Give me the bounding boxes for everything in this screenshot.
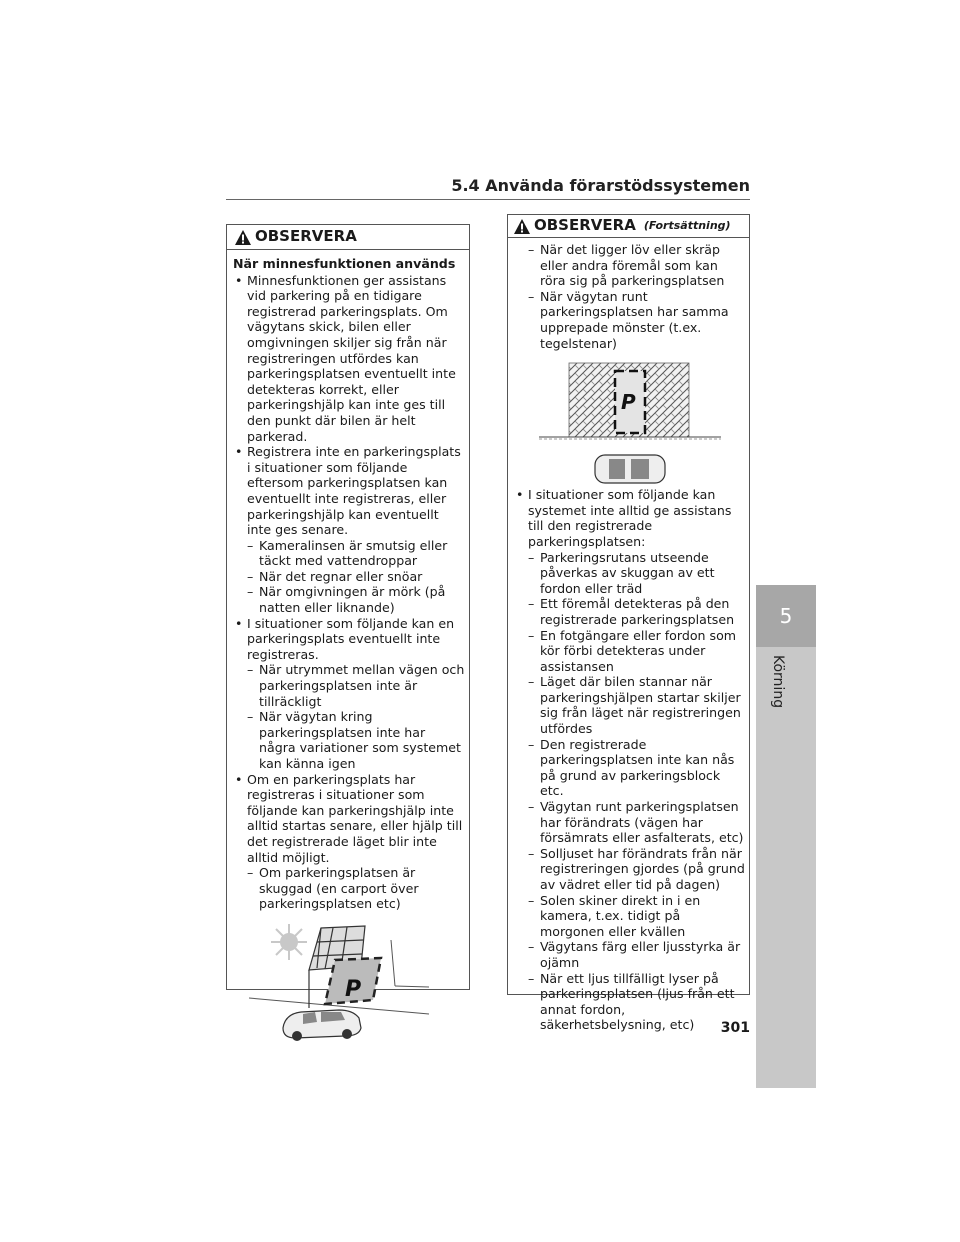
continued-label: (Fortsättning) <box>643 219 731 233</box>
carport-shadow-illustration <box>249 918 449 1048</box>
parking-letter: P <box>345 976 362 1002</box>
list-item <box>233 772 465 866</box>
header-divider <box>226 199 750 200</box>
parking-space-icon <box>615 371 645 433</box>
sub-item <box>514 971 745 1033</box>
caution-header <box>508 215 749 238</box>
dash-mark: – <box>247 662 254 678</box>
sub-item <box>514 628 745 675</box>
sub-item-text: När det ligger löv eller skräp eller andra föremål som kan röra sig på parkeringsplatsen <box>540 242 725 289</box>
section-title: När minnesfunktionen används <box>233 256 456 271</box>
section-header: 5.4 Använda förarstödssystemen <box>451 176 750 195</box>
car-icon <box>283 1010 361 1041</box>
list-item <box>233 616 465 663</box>
page-number: 301 <box>720 1020 750 1036</box>
sub-item-text: Den registrerade parkeringsplatsen inte kan nås på grund av parkeringsblock etc. <box>540 736 735 799</box>
sub-item <box>514 242 745 289</box>
dash-mark: – <box>528 674 535 690</box>
bullet-text: Minnesfunktionen ger assistans vid parkering på en tidigare registrerad parkeringsplats. Om vägytans skick, bilen eller omgivningen skiljer sig från när registreringen utfördes kan parkeringsplatsen eventuellt inte detekteras korrekt, eller parkeringshjälp kan inte ges till den punkt där bilen är helt parkerad. <box>247 272 456 444</box>
dash-mark: – <box>528 970 535 986</box>
dash-mark: – <box>528 939 535 955</box>
list-item <box>514 487 745 549</box>
sub-item <box>233 709 465 771</box>
sub-item-text: Parkeringsrutans utseende påverkas av skuggan av ett fordon eller träd <box>540 549 715 596</box>
bullet-mark: • <box>516 487 524 503</box>
car-icon <box>595 455 665 483</box>
bullet-mark: • <box>235 615 243 631</box>
sub-item <box>514 596 745 627</box>
parking-letter: P <box>620 390 636 415</box>
sub-item <box>514 846 745 893</box>
dash-mark: – <box>247 709 254 725</box>
bullet-mark: • <box>235 771 243 787</box>
sub-item-text: När vägytan kring parkeringsplatsen inte har några variationer som systemet kan känna igen <box>259 709 461 771</box>
parking-space-icon <box>325 958 381 1004</box>
bullet-text: Registrera inte en parkeringsplats i situationer som följande eftersom parkeringsplatsen kan eventuellt inte registreras, eller parkeringshjälp kan eventuellt inte ges senare. <box>247 444 461 538</box>
sub-item-text: När omgivningen är mörk (på natten eller liknande) <box>259 584 446 616</box>
sub-item <box>514 289 745 351</box>
dash-mark: – <box>528 892 535 908</box>
sub-item <box>514 939 745 970</box>
bullet-text: I situationer som följande kan systemet inte alltid ge assistans till den registrerade parkeringsplatsen: <box>528 487 732 549</box>
dash-mark: – <box>247 584 254 600</box>
list-item <box>233 273 465 445</box>
dash-mark: – <box>528 799 535 815</box>
sub-item <box>233 569 465 585</box>
sub-item-text: Vägytans färg eller ljusstyrka är ojämn <box>540 939 741 970</box>
dash-mark: – <box>528 242 535 257</box>
list-item <box>233 444 465 538</box>
dash-mark: – <box>247 865 254 881</box>
sub-item <box>514 674 745 736</box>
chapter-tab-number: 5 <box>756 585 816 647</box>
brick-pattern-illustration <box>535 357 725 487</box>
chapter-tab-side <box>756 647 816 1088</box>
dash-mark: – <box>247 568 254 584</box>
sub-item-text: Ett föremål detekteras på den registrerade parkeringsplatsen <box>540 596 735 627</box>
sub-item-text: Läget där bilen stannar när parkeringshjälpen startar skiljer sig från läget när registreringen utfördes <box>540 674 741 737</box>
warning-icon <box>514 219 530 234</box>
sub-item <box>233 538 465 569</box>
sub-item-text: En fotgängare eller fordon som kör förbi detekteras under assistansen <box>540 627 737 674</box>
sub-item <box>233 584 465 615</box>
sub-item-text: Vägytan runt parkeringsplatsen har förändrats (vägen har försämrats eller asfalterats, etc) <box>540 799 744 846</box>
dash-mark: – <box>528 736 535 752</box>
sub-item-text: Kameralinsen är smutsig eller täckt med vattendroppar <box>259 537 448 569</box>
bullet-mark: • <box>235 444 243 460</box>
dash-mark: – <box>528 549 535 565</box>
caution-header <box>227 225 469 250</box>
sub-item <box>514 893 745 940</box>
bullet-mark: • <box>235 272 243 288</box>
warning-icon <box>235 230 251 245</box>
chapter-tab-label: Körning <box>770 655 786 709</box>
bullet-text: I situationer som följande kan en parkeringsplats eventuellt inte registreras. <box>247 615 455 662</box>
sub-item <box>514 799 745 846</box>
dash-mark: – <box>528 596 535 612</box>
sub-item-text: Solljuset har förändrats från när registreringen gjordes (på grund av vädret eller tid på dagen) <box>540 845 745 892</box>
sub-item-text: När vägytan runt parkeringsplatsen har samma upprepade mönster (t.ex. tegelstenar) <box>540 288 729 351</box>
dash-mark: – <box>528 627 535 643</box>
sub-item-text: När det regnar eller snöar <box>259 568 423 584</box>
dash-mark: – <box>528 288 535 304</box>
sub-item <box>233 662 465 709</box>
sub-item-text: Solen skiner direkt in i en kamera, t.ex. tidigt på morgonen eller kvällen <box>540 892 701 939</box>
sub-item <box>514 550 745 597</box>
sun-icon <box>271 924 307 960</box>
sub-item-text: Om parkeringsplatsen är skuggad (en carport över parkeringsplatsen etc) <box>259 865 419 912</box>
sub-item-text: När utrymmet mellan vägen och parkeringsplatsen inte är tillräckligt <box>259 662 465 709</box>
caution-title: OBSERVERA <box>255 227 357 246</box>
sub-item <box>233 865 465 912</box>
caution-title: OBSERVERA <box>534 216 636 235</box>
dash-mark: – <box>528 845 535 861</box>
sub-item <box>514 737 745 799</box>
sub-item-text: När ett ljus tillfälligt lyser på parkeringsplatsen (ljus från ett annat fordon, säkerhetsbelysning, etc) <box>540 970 735 1033</box>
caution-box-left <box>226 224 470 1002</box>
dash-mark: – <box>247 537 254 553</box>
bullet-text: Om en parkeringsplats har registreras i situationer som följande kan parkeringshjälp inte alltid startas senare, eller hjälp till det registrerade läget blir inte alltid möjligt. <box>247 771 463 865</box>
